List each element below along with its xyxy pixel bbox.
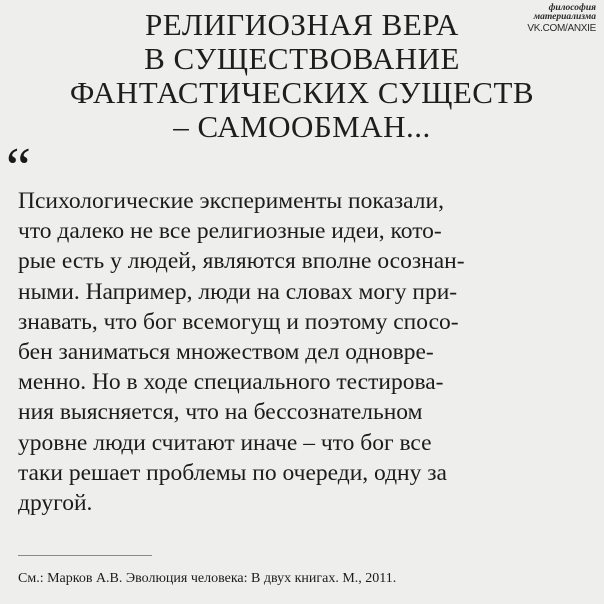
body-line: ными. Например, люди на словах могу при- <box>18 278 458 305</box>
page-title <box>0 8 604 144</box>
citation-divider <box>18 555 152 556</box>
title-line: РЕЛИГИОЗНАЯ ВЕРА <box>145 7 459 42</box>
body-line: бен заниматься множеством дел одновре- <box>18 339 434 366</box>
citation: См.: Марков А.В. Эволюция человека: В двух книгах. М., 2011. <box>18 571 397 586</box>
body-line: ния выясняется, что на бессознательном <box>18 399 423 426</box>
logo-name-line2: материализма <box>533 12 596 22</box>
quote-mark-icon: “ <box>6 137 31 199</box>
body-line: менно. Но в ходе специального тестирова- <box>18 369 444 396</box>
body-line: таки решает проблемы по очереди, одну за <box>18 459 447 486</box>
site-logo <box>527 4 596 35</box>
body-line: другой. <box>18 490 93 517</box>
quote-body <box>18 186 578 518</box>
logo-name-line1: философия <box>548 3 596 13</box>
body-line: знавать, что бог всемогущ и поэтому спосо- <box>18 308 459 335</box>
title-line: В СУЩЕСТВОВАНИЕ <box>144 41 460 76</box>
body-line: уровне люди считают иначе – что бог все <box>18 429 432 456</box>
body-line: что далеко не все религиозные идеи, кото- <box>18 218 442 245</box>
title-line: – САМООБМАН... <box>173 109 431 144</box>
body-line: рые есть у людей, являются вполне осознан- <box>18 248 465 275</box>
body-line: Психологические эксперименты показали, <box>18 188 444 214</box>
logo-url: VK.COM/ANXIE <box>527 23 596 34</box>
title-line: ФАНТАСТИЧЕСКИХ СУЩЕСТВ <box>69 75 535 110</box>
